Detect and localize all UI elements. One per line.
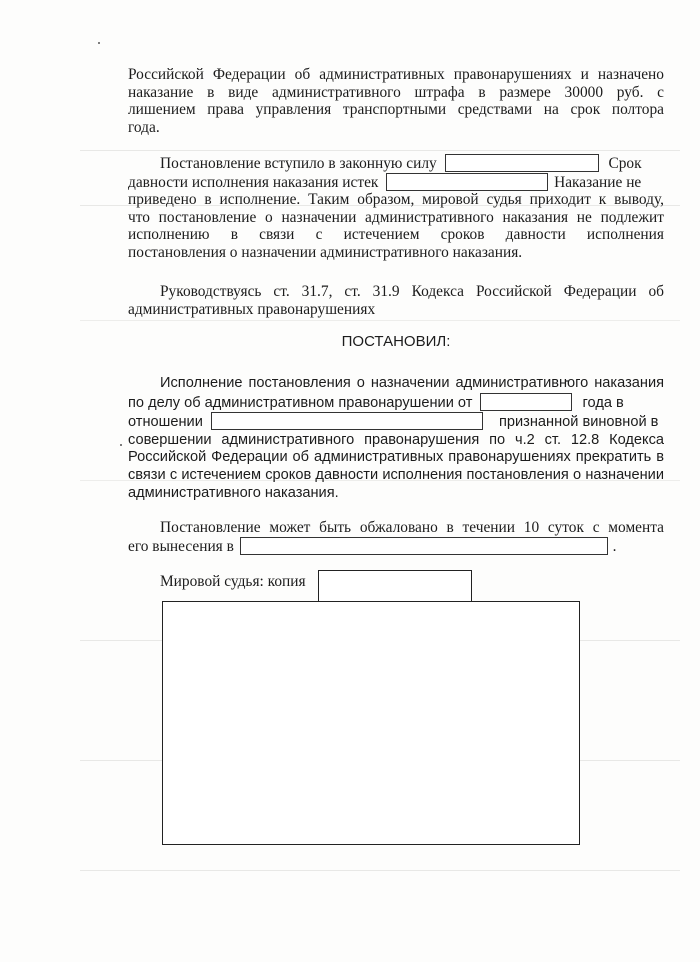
text-fragment: Наказание не [554, 173, 642, 191]
text-fragment: Срок [608, 155, 642, 172]
text-line: Исполнение постановления о назначении административного наказания [160, 375, 664, 391]
redacted-court-box [240, 537, 608, 555]
text-line [128, 412, 664, 432]
text-line: связи с истечением сроков давности исполнения постановления о назначении [128, 466, 664, 483]
text-line: Руководствуясь ст. 31.7, ст. 31.9 Кодекса Российской Федерации об [160, 283, 664, 300]
redacted-date-box [445, 154, 599, 172]
paragraph-appeal [128, 519, 664, 555]
text-line: наказание в виде административного штрафа в размере 30000 руб. с [128, 83, 664, 101]
text-line: постановления о назначении административного наказания. [128, 243, 523, 261]
paragraph-resolution [128, 375, 664, 502]
paragraph-effective [128, 154, 664, 262]
redacted-name-box [211, 412, 483, 430]
signature-label: Мировой судья: копия [160, 573, 306, 590]
scan-speck [98, 42, 100, 44]
text-line: лишением права управления транспортными средствами на срок полтора [128, 101, 664, 119]
text-line [128, 537, 664, 556]
text-line: что постановление о назначении административного наказания не подлежит [128, 208, 664, 226]
text-line: Российской Федерации об административных правонарушениях и назначено [128, 66, 664, 83]
text-line [128, 393, 664, 413]
text-fragment: отношении [128, 414, 203, 431]
text-line: Постановление может быть обжаловано в течении 10 суток с момента [160, 519, 664, 536]
text-line [128, 173, 664, 192]
text-line: совершении административного правонарушения по ч.2 ст. 12.8 Кодекса [128, 431, 664, 448]
resolution-heading: ПОСТАНОВИЛ: [341, 333, 451, 350]
redacted-stamp-region [162, 601, 580, 845]
text-line: Российской Федерации об административных правонарушениях прекратить в [128, 449, 664, 466]
text-line: административных правонарушениях [128, 300, 376, 318]
text-line: года. [128, 118, 160, 136]
paragraph-guided [128, 283, 664, 318]
text-line: исполнению в связи с истечением сроков давности исполнения [128, 226, 664, 244]
text-fragment: по делу об административном правонарушении от [128, 394, 473, 411]
text-fragment: давности исполнения наказания истек [128, 173, 379, 191]
scan-speck [120, 444, 122, 446]
redacted-date-box [386, 173, 548, 191]
redacted-judge-name-box [318, 570, 472, 604]
redacted-date-box [480, 393, 572, 411]
text-fragment: его вынесения в [128, 537, 234, 555]
text-fragment: года в [582, 394, 624, 411]
text-line: приведено в исполнение. Таким образом, мировой судья приходит к выводу, [128, 191, 664, 209]
text-fragment: признанной виновной в [498, 414, 659, 431]
text-line: административного наказания. [128, 484, 339, 501]
text-fragment: . [612, 537, 617, 555]
paragraph-offense [128, 66, 664, 136]
text-fragment: Постановление вступило в законную силу [160, 155, 437, 172]
text-line [128, 154, 664, 173]
